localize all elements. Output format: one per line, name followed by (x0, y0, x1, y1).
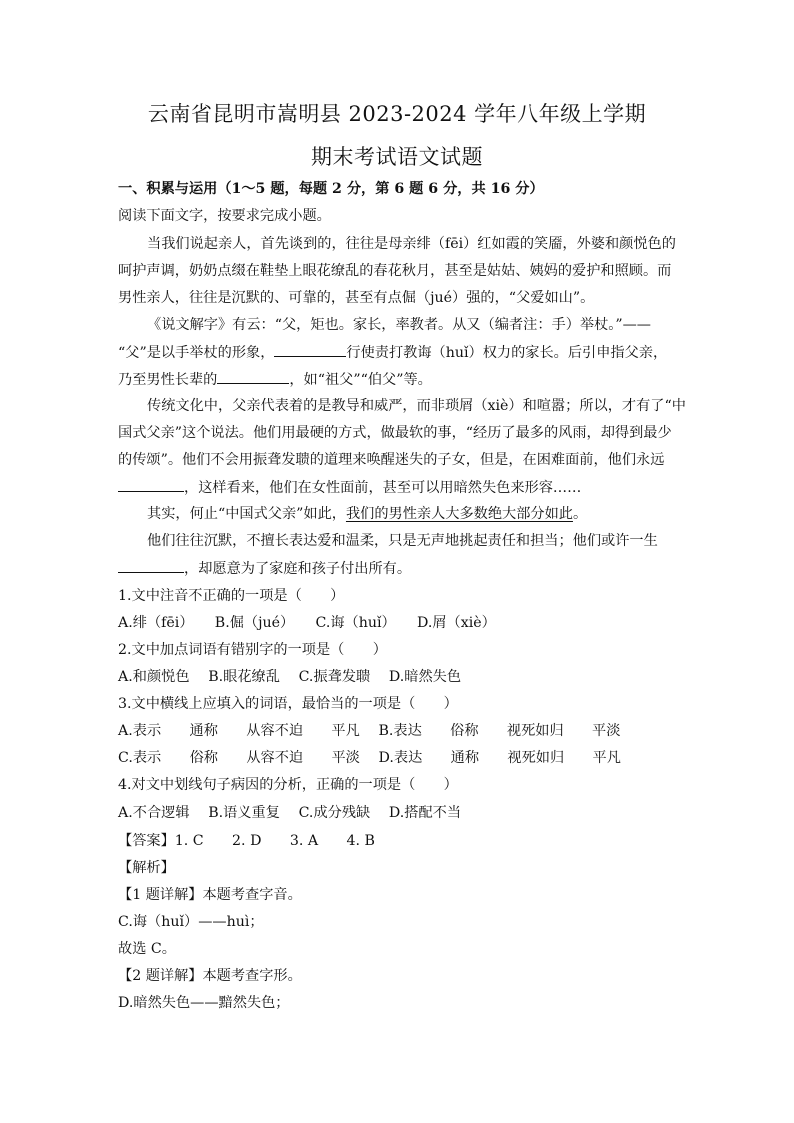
underlined-sentence: 我们的男性亲人大多数绝大部分如此 (345, 506, 573, 522)
passage-p2-line1: 《说文解字》有云：“父，矩也。家长，率教者。从又（编者注：手）举杖。”—— (147, 317, 651, 333)
answer-line: 【答案】1. C 2. D 3. A 4. B (118, 833, 375, 849)
question-3-options-line2: C.表示 俗称 从容不迫 平淡 D.表达 通称 视死如归 平凡 (118, 750, 621, 766)
passage-p2-line3 (118, 369, 432, 390)
passage-p5-line2-text: ，却愿意为了家庭和孩子付出所有。 (184, 561, 412, 577)
question-4-options: A.不合逻辑 B.语义重复 C.成分残缺 D.搭配不当 (118, 805, 462, 821)
exam-title-line2: 期末考试语文试题 (311, 145, 483, 169)
fill-blank-1 (274, 342, 346, 357)
section-heading: 一、积累与运用（1～5 题，每题 2 分，第 6 题 6 分，共 16 分） (118, 181, 544, 197)
passage-p2-line3-b: ，如“祖父”“伯父”等。 (289, 372, 432, 388)
detail-2-title: 【2 题详解】本题考查字形。 (118, 968, 302, 984)
passage-p4-text-a: 其实，何止“中国式父亲”如此， (147, 506, 346, 522)
passage-p4-text-b: 。 (572, 506, 588, 522)
passage-p3-line3: 的传颂”。他们不会用振聋发聩的道理来唤醒迷失的子女，但是，在困难面前，他们永远 (118, 452, 665, 468)
passage-p2-line3-a: 乃至男性长辈的 (118, 372, 218, 388)
passage-p2-line2 (118, 342, 667, 363)
section-instruction: 阅读下面文字，按要求完成小题。 (118, 208, 331, 224)
passage-p3-line4-text: ，这样看来，他们在女性面前，甚至可以用暗然失色来形容…… (184, 480, 582, 496)
question-3: 3.文中横线上应填入的词语，最恰当的一项是（ ） (118, 696, 458, 712)
passage-p5-line1: 他们往往沉默，不擅长表达爱和温柔，只是无声地挑起责任和担当；他们或许一生 (147, 533, 658, 549)
passage-p1-line2: 呵护声调，奶奶点缀在鞋垫上眼花缭乱的春花秋月，甚至是姑姑、姨妈的爱护和照顾。而 (118, 263, 672, 279)
question-1-options: A.绯（fēi） B.倔（jué） C.诲（huǐ） D.屑（xiè） (118, 615, 496, 631)
analysis-label: 【解析】 (118, 860, 175, 876)
passage-p2-line2-b: 行使责打教诲（huǐ）权力的家长。后引申指父亲， (346, 345, 668, 361)
passage-p3-line2: 国式父亲”这个说法。他们用最硬的方式，做最软的事，“经历了最多的风雨，却得到最少 (118, 425, 672, 441)
exam-title-line1: 云南省昆明市嵩明县 2023-2024 学年八年级上学期 (147, 102, 647, 126)
question-3-options-line1: A.表示 通称 从容不迫 平凡 B.表达 俗称 视死如归 平淡 (118, 723, 621, 739)
passage-p2-line2-a: “父”是以手举杖的形象， (118, 345, 275, 361)
question-1: 1.文中注音不正确的一项是（ ） (118, 588, 345, 604)
passage-p5-line2 (118, 558, 411, 579)
question-2-options: A.和颜悦色 B.眼花缭乱 C.振聋发聩 D.暗然失色 (118, 669, 462, 685)
fill-blank-3 (118, 477, 184, 492)
passage-p1-line3: 男性亲人，往往是沉默的、可靠的，甚至有点倔（jué）强的，“父爱如山”。 (118, 290, 595, 306)
passage-p3-line4 (118, 477, 581, 498)
detail-2-body: D.暗然失色——黯然失色； (118, 995, 290, 1011)
passage-p4-line1 (147, 504, 587, 524)
fill-blank-2 (217, 369, 289, 384)
detail-1-choose: 故选 C。 (118, 941, 176, 957)
question-4: 4.对文中划线句子病因的分析，正确的一项是（ ） (118, 777, 458, 793)
question-2: 2.文中加点词语有错别字的一项是（ ） (118, 642, 387, 658)
detail-1-title: 【1 题详解】本题考查字音。 (118, 887, 302, 903)
detail-1-body: C.诲（huǐ）——huì； (118, 914, 264, 930)
passage-p1-line1: 当我们说起亲人，首先谈到的，往往是母亲绯（fēi）红如霞的笑靥，外婆和颜悦色的 (147, 236, 676, 252)
passage-p3-line1: 传统文化中，父亲代表着的是教导和威严，而非琐屑（xiè）和喧嚣；所以，才有了“中 (147, 398, 686, 414)
fill-blank-4 (118, 558, 184, 573)
